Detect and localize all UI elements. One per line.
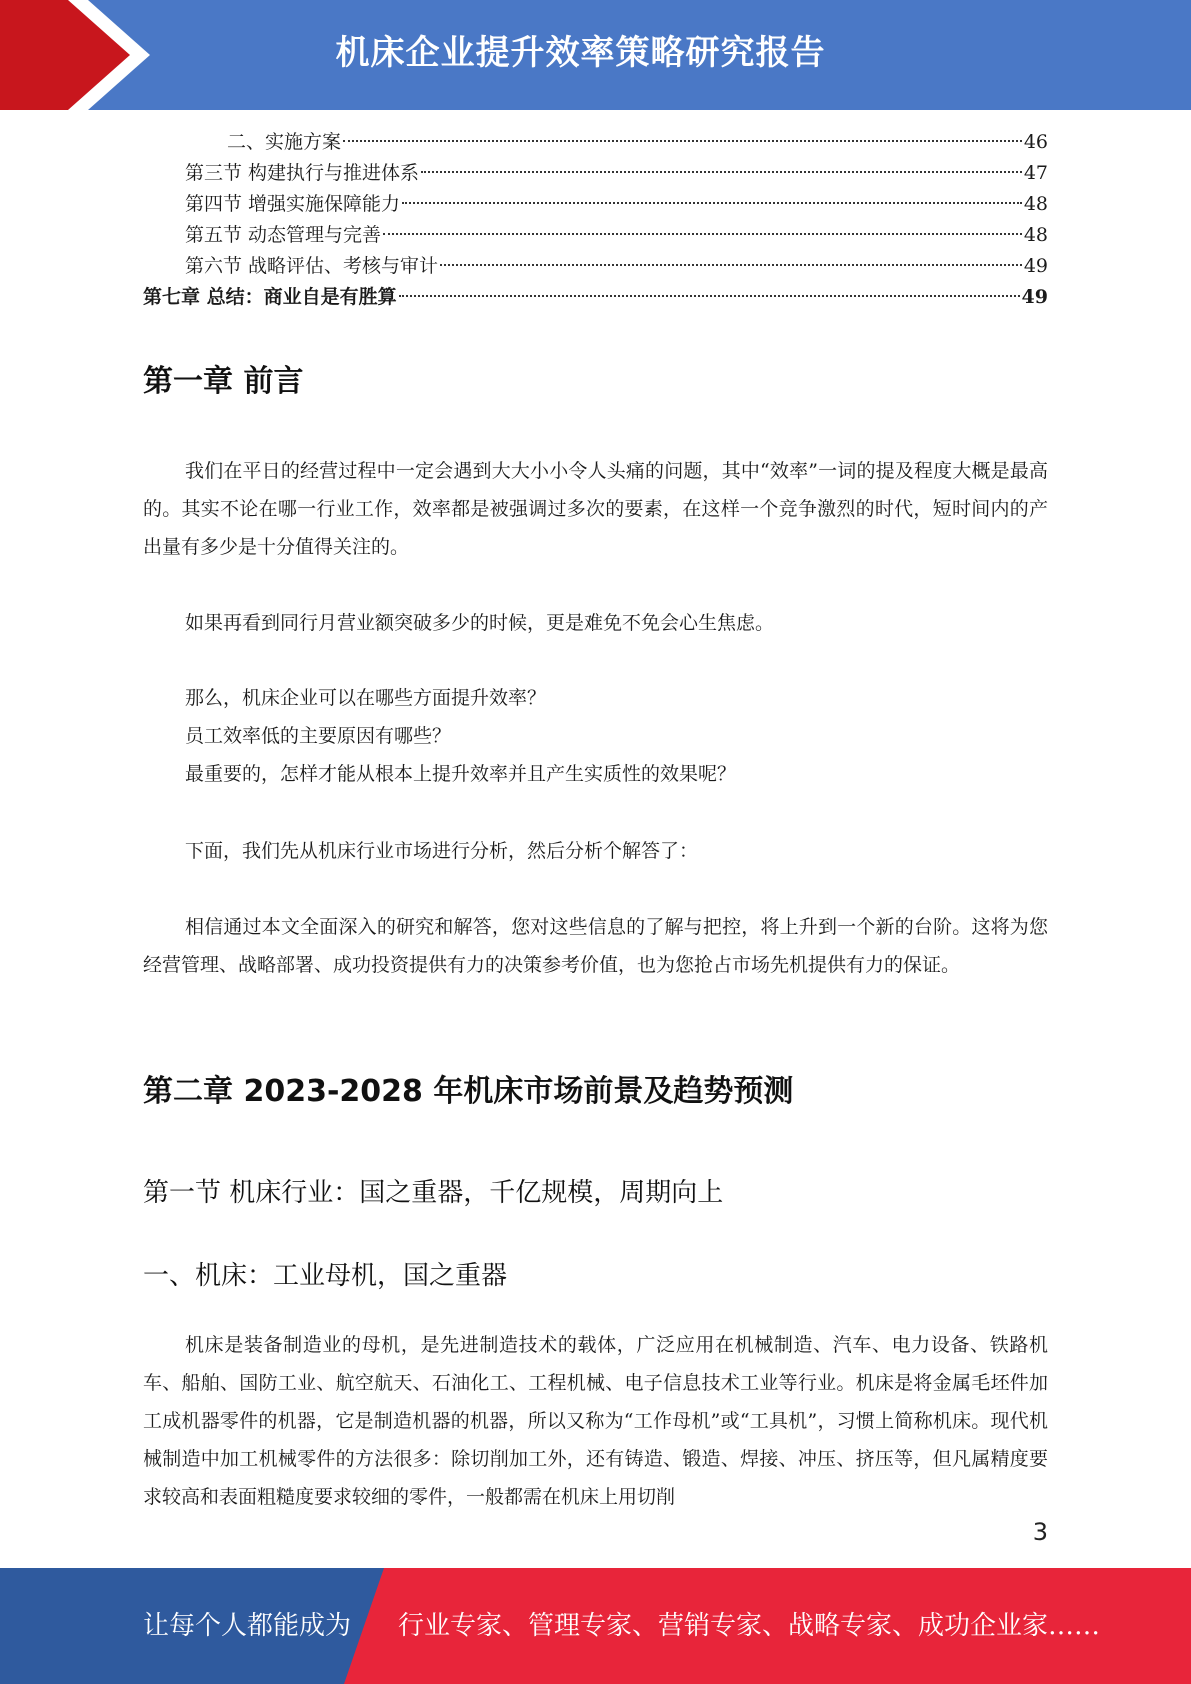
chapter-1-title: 第一章 前言 [143,364,304,399]
toc-dot-leader [343,140,1022,142]
toc-entry[interactable] [143,220,1048,251]
footer-slogan-left: 让每个人都能成为 [143,1611,352,1641]
toc-entry-page: 46 [1023,131,1048,153]
section-1-title: 第一节 机床行业：国之重器，千亿规模，周期向上 [143,1178,724,1208]
toc-entry-label: 第四节 增强实施保障能力 [185,193,401,215]
toc-entry-page: 48 [1023,224,1048,246]
toc-dot-leader [440,264,1022,266]
chapter-1-paragraph-1: 我们在平日的经营过程中一定会遇到大大小小令人头痛的问题，其中“效率”一词的提及程度大概是最高的。其实不论在哪一行业工作，效率都是被强调过多次的要素，在这样一个竞争激烈的时代，短时间内的产出量有多少是十分值得关注的。 [143,460,1048,558]
toc-entry-page: 48 [1023,193,1048,215]
toc-entry[interactable] [143,127,1048,158]
toc-entry[interactable] [143,158,1048,189]
toc-entry-label: 二、实施方案 [227,131,342,153]
chapter-2-paragraph-1: 机床是装备制造业的母机，是先进制造技术的载体，广泛应用在机械制造、汽车、电力设备、铁路机车、船舶、国防工业、航空航天、石油化工、工程机械、电子信息技术工业等行业。机床是将金属毛坯件加工成机器零件的机器，它是制造机器的机器，所以又称为“工作母机”或“工具机”，习惯上简称机床。现代机械制造中加工机械零件的方法很多：除切削加工外，还有铸造、锻造、焊接、冲压、挤压等，但凡属精度要求较高和表面粗糙度要求较细的零件，一般都需在机床上用切削 [143,1334,1048,1508]
toc-entry-label: 第五节 动态管理与完善 [185,224,382,246]
header-arrow-logo [0,0,160,110]
chapter-1-question-1: 那么，机床企业可以在哪些方面提升效率？ [185,687,547,709]
chapter-1-question-2: 员工效率低的主要原因有哪些？ [185,725,452,747]
toc-entry[interactable] [143,251,1048,282]
toc-dot-leader [421,171,1022,173]
chapter-1-paragraph-3: 下面，我们先从机床行业市场进行分析，然后分析个解答了： [185,840,699,862]
chapter-2-title: 第二章 2023-2028 年机床市场前景及趋势预测 [143,1074,794,1109]
page-number: 3 [1032,1518,1048,1546]
chapter-1-paragraph-2: 如果再看到同行月营业额突破多少的时候，更是难免不免会心生焦虑。 [185,612,775,634]
toc-dot-leader [399,295,1020,297]
toc-entry-page: 49 [1023,255,1048,277]
footer-slogan-right: 行业专家、管理专家、营销专家、战略专家、成功企业家…… [398,1611,1101,1641]
table-of-contents [143,127,1048,313]
subsection-1-title: 一、机床：工业母机，国之重器 [143,1261,508,1291]
toc-entry-label: 第三节 构建执行与推进体系 [185,162,420,184]
chapter-1-question-3: 最重要的，怎样才能从根本上提升效率并且产生实质性的效果呢？ [185,763,737,785]
toc-dot-leader [402,202,1022,204]
toc-entry[interactable] [143,282,1048,313]
chapter-1-paragraph-4: 相信通过本文全面深入的研究和解答，您对这些信息的了解与把控，将上升到一个新的台阶。这将为您经营管理、战略部署、成功投资提供有力的决策参考价值，也为您抢占市场先机提供有力的保证。 [143,916,1048,976]
toc-entry-page: 49 [1021,286,1048,308]
report-title: 机床企业提升效率策略研究报告 [335,33,826,73]
toc-dot-leader [383,233,1022,235]
toc-entry-label: 第六节 战略评估、考核与审计 [185,255,439,277]
toc-entry-label: 第七章 总结：商业自是有胜算 [143,286,397,308]
toc-entry[interactable] [143,189,1048,220]
toc-entry-page: 47 [1023,162,1048,184]
